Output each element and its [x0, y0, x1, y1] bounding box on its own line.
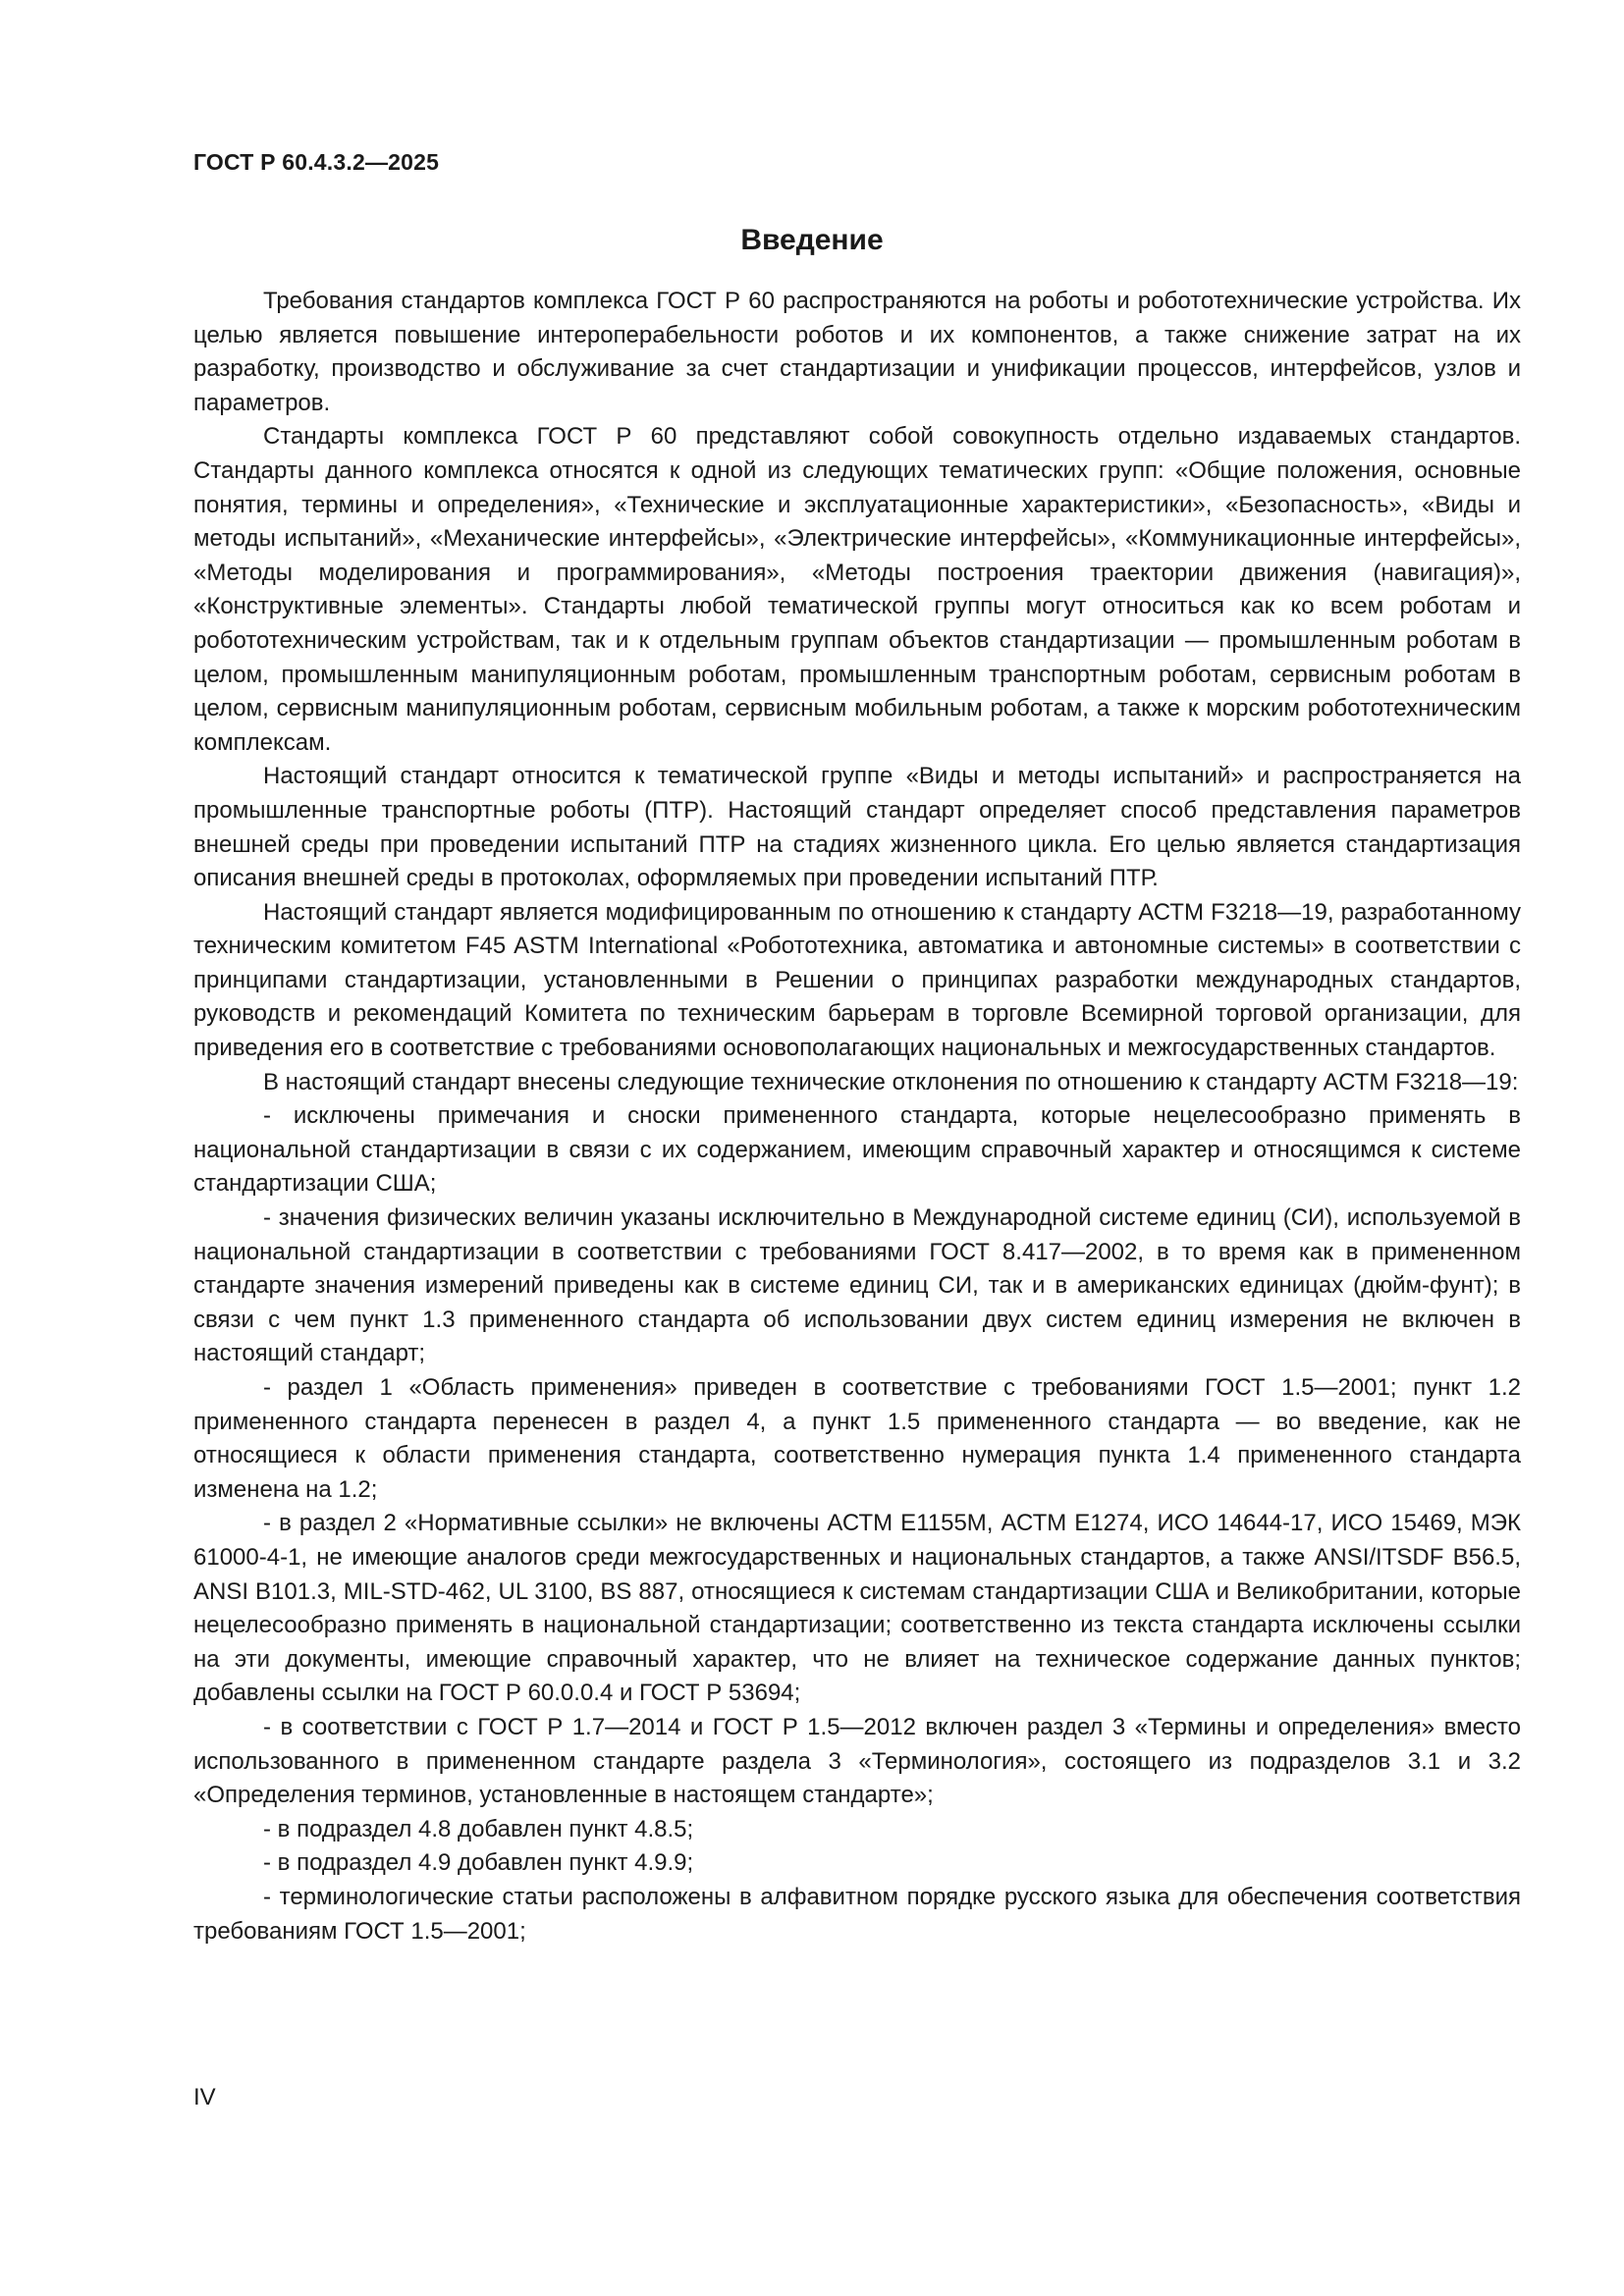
- list-item: - значения физических величин указаны исключительно в Международной системе единиц (СИ), используемой в национальной стандартизации в соответствии с требованиями ГОСТ 8.417—2002, в то время как в примененном стандарте значения измерений приведены как в системе единиц СИ, так и в американских единицах (дюйм-фунт); в связи с чем пункт 1.3 примененного стандарта об использовании двух систем единиц измерения не включен в настоящий стандарт;: [193, 1204, 1521, 1367]
- paragraph: Настоящий стандарт является модифицированным по отношению к стандарту АСТМ F3218—19, разработанному техническим комитетом F45 ASTM International «Робототехника, автоматика и автономные системы» в соответствии с принципами стандартизации, установленными в Решении о принципах разработки международных стандартов, руководств и рекомендаций Комитета по техническим барьерам в торговле Всемирной торговой организации, для приведения его в соответствие с требованиями основополагающих национальных и межгосударственных стандартов.: [193, 898, 1521, 1062]
- list-item: - в соответствии с ГОСТ Р 1.7—2014 и ГОСТ Р 1.5—2012 включен раздел 3 «Термины и определения» вместо использованного в примененном стандарте раздела 3 «Терминология», состоящего из подразделов 3.1 и 3.2 «Определения терминов, установленные в настоящем стандарте»;: [193, 1713, 1521, 1809]
- paragraph: В настоящий стандарт внесены следующие технические отклонения по отношению к стандарту АСТМ F3218—19:: [263, 1068, 1519, 1095]
- list-item: - исключены примечания и сноски примененного стандарта, которые нецелесообразно применять в национальной стандартизации в связи с их содержанием, имеющим справочный характер и относящимся к системе стандартизации США;: [193, 1102, 1521, 1198]
- list-item: - в подраздел 4.8 добавлен пункт 4.8.5;: [263, 1815, 694, 1842]
- section-title: Введение: [740, 224, 884, 256]
- list-item: - раздел 1 «Область применения» приведен в соответствие с требованиями ГОСТ 1.5—2001; пункт 1.2 примененного стандарта перенесен в раздел 4, а пункт 1.5 примененного стандарта — во введение, как не относящиеся к области применения стандарта, соответственно нумерация пункта 1.4 примененного стандарта изменена на 1.2;: [193, 1374, 1521, 1503]
- document-header: ГОСТ Р 60.4.3.2—2025: [193, 149, 440, 175]
- list-item: - терминологические статьи расположены в алфавитном порядке русского языка для обеспечения соответствия требованиям ГОСТ 1.5—2001;: [193, 1883, 1521, 1945]
- page-number: IV: [193, 2084, 216, 2110]
- paragraph: Настоящий стандарт относится к тематической группе «Виды и методы испытаний» и распространяется на промышленные транспортные роботы (ПТР). Настоящий стандарт определяет способ представления параметров внешней среды при проведении испытаний ПТР на стадиях жизненного цикла. Его целью является стандартизация описания внешней среды в протоколах, оформляемых при проведении испытаний ПТР.: [193, 763, 1521, 892]
- list-item: - в раздел 2 «Нормативные ссылки» не включены АСТМ Е1155М, АСТМ Е1274, ИСО 14644-17, ИСО 15469, МЭК 61000-4-1, не имеющие аналогов среди межгосударственных и национальных стандартов, а также ANSI/ITSDF B56.5, ANSI B101.3, MIL-STD-462, UL 3100, BS 887, относящиеся к системам стандартизации США и Великобритании, которые нецелесообразно применять в национальной стандартизации; соответственно из текста стандарта исключены ссылки на эти документы, имеющие справочный характер, что не влияет на техническое содержание данных пунктов; добавлены ссылки на ГОСТ Р 60.0.0.4 и ГОСТ Р 53694;: [193, 1510, 1521, 1707]
- list-item: - в подраздел 4.9 добавлен пункт 4.9.9;: [263, 1849, 694, 1877]
- paragraph: Требования стандартов комплекса ГОСТ Р 60 распространяются на роботы и робототехнические устройства. Их целью является повышение интероперабельности роботов и их компонентов, а также снижение затрат на их разработку, производство и обслуживание за счет стандартизации и унификации процессов, интерфейсов, узлов и параметров.: [193, 288, 1521, 416]
- paragraph: Стандарты комплекса ГОСТ Р 60 представляют собой совокупность отдельно издаваемых стандартов. Стандарты данного комплекса относятся к одной из следующих тематических групп: «Общие положения, основные понятия, термины и определения», «Технические и эксплуатационные характеристики», «Безопасность», «Виды и методы испытаний», «Механические интерфейсы», «Электрические интерфейсы», «Коммуникационные интерфейсы», «Методы моделирования и программирования», «Методы построения траектории движения (навигация)», «Конструктивные элементы». Стандарты любой тематической группы могут относиться как ко всем роботам и робототехническим устройствам, так и к отдельным группам объектов стандартизации — промышленным роботам в целом, промышленным манипуляционным роботам, промышленным транспортным роботам, сервисным роботам в целом, сервисным манипуляционным роботам, сервисным мобильным роботам, а также к морским робототехническим комплексам.: [193, 423, 1521, 756]
- document-body: [193, 285, 1521, 1949]
